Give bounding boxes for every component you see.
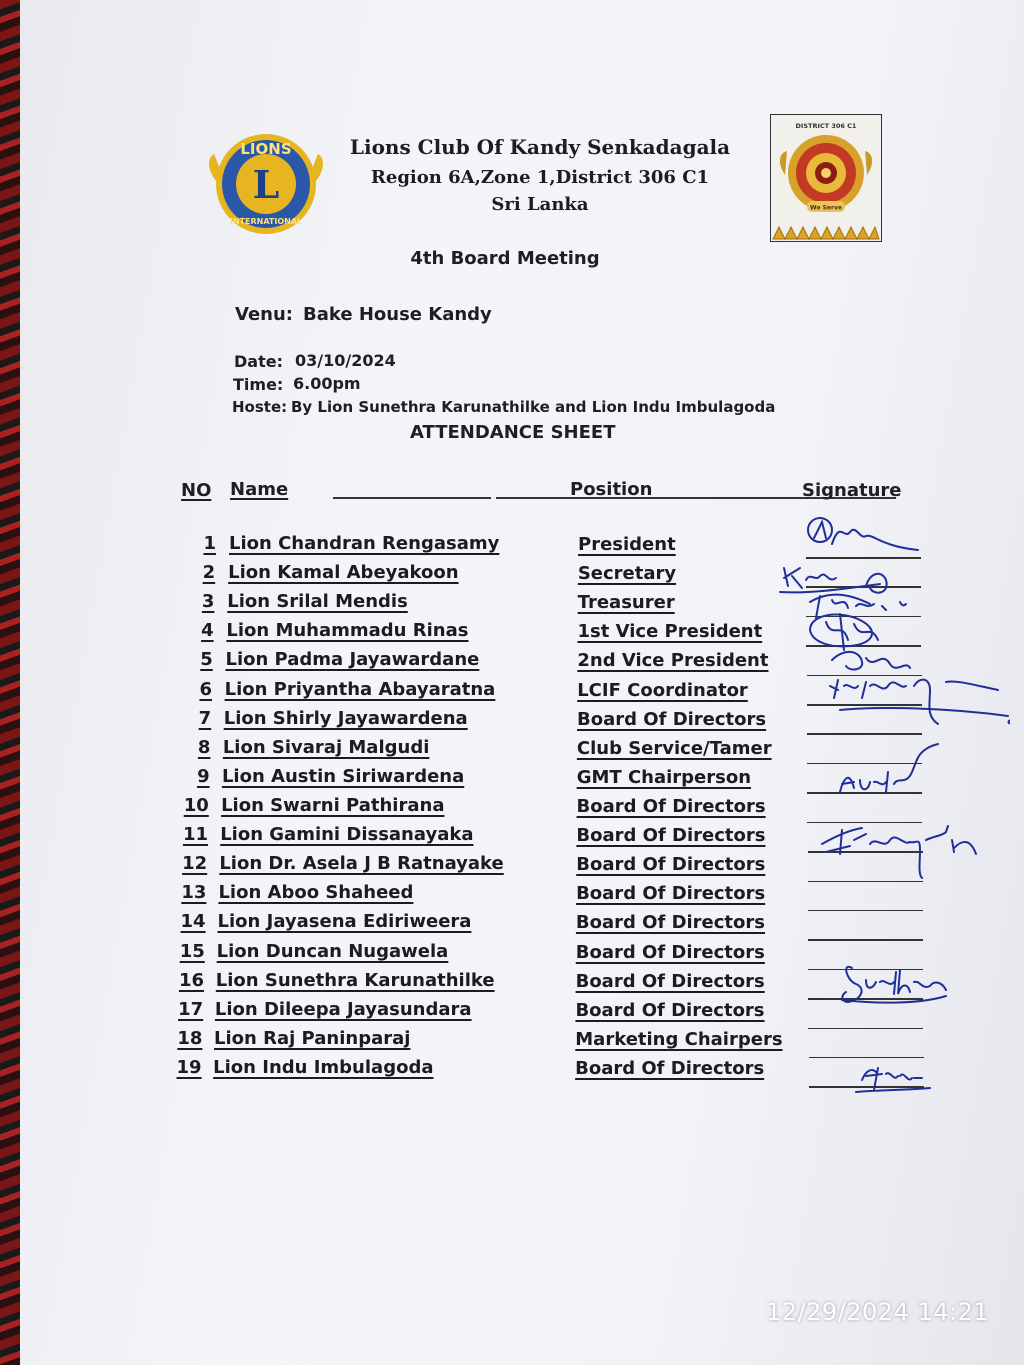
member-name: Lion Aboo Shaheed: [218, 882, 414, 904]
member-position: Board Of Directors: [576, 796, 766, 817]
member-name: Lion Muhammadu Rinas: [226, 620, 469, 642]
member-name: Lion Austin Siriwardena: [221, 765, 465, 787]
member-position: Board Of Directors: [576, 854, 766, 876]
row-number: 16: [178, 969, 204, 991]
district-badge: [770, 114, 882, 242]
district-badge-bottom-text: We Serve: [810, 204, 842, 212]
row-number: 12: [182, 853, 208, 875]
row-number: 1: [203, 533, 216, 554]
member-position: Board Of Directors: [575, 999, 765, 1021]
member-name: Lion Raj Paninparaj: [214, 1027, 411, 1049]
member-name: Lion Sunethra Karunathilke: [215, 969, 495, 991]
attendance-sheet-paper: [20, 0, 1024, 1365]
row-number: 18: [177, 1027, 203, 1049]
district-badge-top-text: DISTRICT 306 C1: [795, 122, 857, 130]
member-name: Lion Dileepa Jayasundara: [214, 998, 472, 1020]
member-position: Board Of Directors: [575, 912, 765, 934]
member-position: Club Service/Tamer: [576, 737, 772, 759]
row-number: 10: [183, 795, 209, 816]
member-name: Lion Padma Jayawardane: [225, 649, 480, 671]
row-number: 4: [201, 620, 214, 642]
member-name: Lion Swarni Pathirana: [221, 795, 445, 816]
member-name: Lion Jayasena Ediriweera: [217, 911, 472, 933]
member-position: Board Of Directors: [576, 825, 766, 847]
column-position: Position: [570, 479, 653, 500]
member-name: Lion Srilal Mendis: [227, 591, 408, 613]
signature-4: [810, 614, 878, 650]
row-number: 6: [199, 678, 212, 700]
venue-value: Bake House Kandy: [303, 304, 492, 325]
member-position: Secretary: [577, 563, 677, 585]
row-number: 13: [181, 882, 207, 904]
row-number: 11: [182, 824, 208, 846]
signature-12: [822, 826, 976, 878]
member-name: Lion Indu Imbulagoda: [213, 1057, 434, 1078]
lions-logo-letter: L: [252, 162, 280, 207]
date-value: 03/10/2024: [295, 351, 396, 370]
row-number: 15: [179, 940, 205, 962]
row-number: 3: [201, 591, 215, 613]
date-label: Date:: [234, 352, 283, 371]
row-number: 2: [202, 562, 216, 584]
member-name: Lion Shirly Jayawardena: [223, 707, 468, 729]
row-number: 19: [176, 1057, 202, 1078]
member-position: Board Of Directors: [576, 883, 766, 905]
signature-9: [840, 744, 938, 792]
member-position: Treasurer: [577, 592, 675, 614]
host-label: Hoste:: [232, 398, 288, 416]
signature-16: [842, 967, 946, 1003]
member-name: Lion Sivaraj Malgudi: [222, 736, 430, 758]
member-position: Board Of Directors: [575, 1058, 765, 1079]
lions-logo-ring-text: LIONS: [240, 140, 292, 158]
club-country: Sri Lanka: [491, 194, 589, 215]
attendance-sheet-title: ATTENDANCE SHEET: [410, 422, 616, 443]
row-number: 5: [200, 649, 213, 671]
row-number: 14: [180, 911, 206, 933]
member-name: Lion Kamal Abeyakoon: [228, 562, 459, 584]
club-name: Lions Club Of Kandy Senkadagala: [349, 135, 731, 159]
district-emblem: [771, 115, 881, 241]
column-signature: Signature: [802, 480, 902, 501]
photo-timestamp: 12/29/2024 14:21: [766, 1298, 990, 1326]
row-number: 8: [197, 736, 211, 758]
host-value: By Lion Sunethra Karunathilke and Lion Indu Imbulagoda: [291, 398, 776, 416]
member-position: Board Of Directors: [577, 708, 767, 730]
header-rule-name: [333, 497, 491, 499]
row-number: 17: [178, 998, 204, 1020]
lions-logo-bottom-text: INTERNATIONAL: [229, 217, 303, 226]
time-label: Time:: [233, 375, 284, 394]
club-region: Region 6A,Zone 1,District 306 C1: [370, 167, 710, 188]
member-position: Board Of Directors: [575, 970, 765, 992]
meeting-title: 4th Board Meeting: [410, 248, 600, 269]
member-name: Lion Duncan Nugawela: [216, 940, 449, 962]
member-name: Lion Chandran Rengasamy: [229, 533, 500, 554]
member-position: President: [578, 534, 676, 555]
member-position: GMT Chairperson: [576, 766, 752, 788]
column-no: NO: [181, 480, 212, 501]
column-name: Name: [230, 479, 289, 500]
handwritten-signatures: [770, 510, 1010, 1100]
member-position: Marketing Chairpers: [575, 1028, 783, 1050]
venue-label: Venu:: [235, 304, 293, 325]
signature-5: [832, 652, 910, 670]
signature-3: [810, 595, 906, 618]
time-value: 6.00pm: [293, 374, 361, 393]
member-position: 2nd Vice President: [577, 650, 769, 672]
member-position: LCIF Coordinator: [577, 679, 748, 701]
signature-1: [808, 518, 918, 550]
member-name: Lion Dr. Asela J B Ratnayake: [219, 853, 504, 875]
member-position: Board Of Directors: [575, 941, 765, 963]
member-position: 1st Vice President: [577, 621, 763, 643]
member-name: Lion Gamini Dissanayaka: [220, 824, 474, 846]
signature-6: [830, 680, 1010, 724]
member-name: Lion Priyantha Abayaratna: [224, 678, 496, 700]
lions-international-logo: [200, 128, 332, 240]
row-number: 7: [198, 707, 212, 729]
signature-19: [856, 1068, 930, 1092]
row-number: 9: [197, 765, 210, 787]
signature-2: [780, 568, 887, 593]
